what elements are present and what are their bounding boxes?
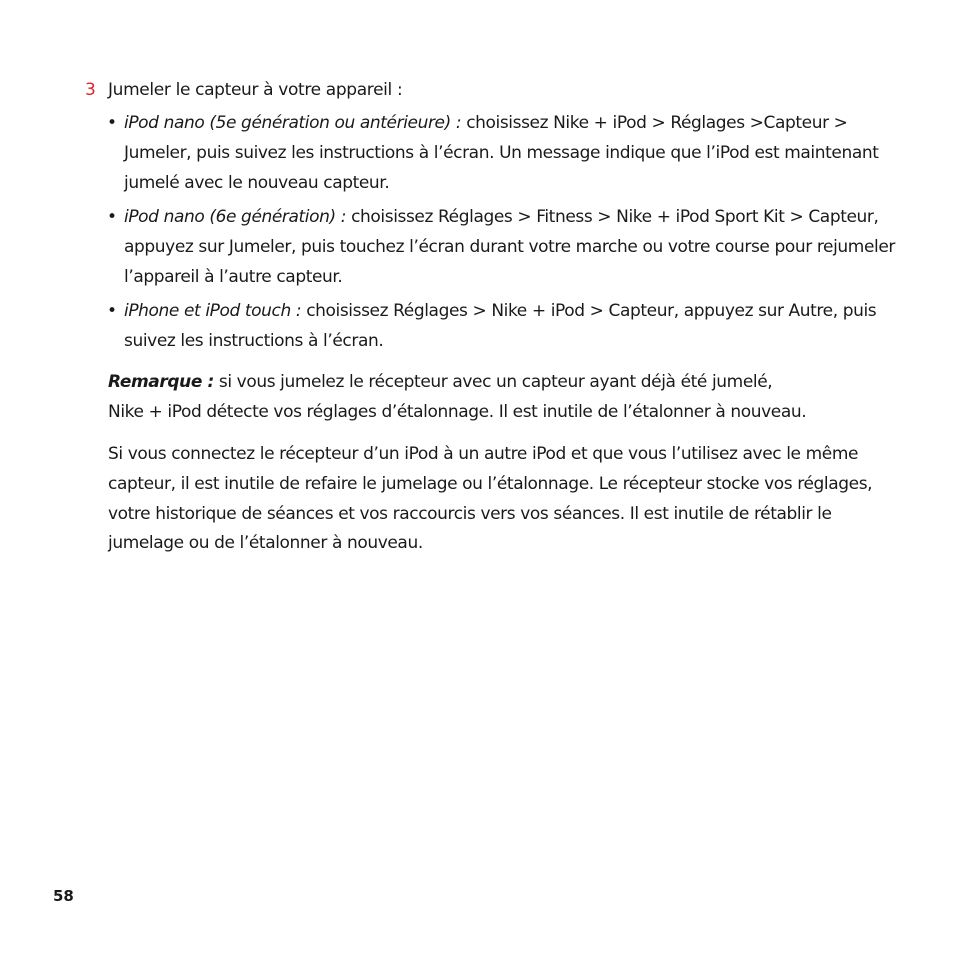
page-number: 58 (53, 887, 74, 905)
list-item (107, 297, 897, 357)
device-label: iPod nano (5e génération ou antérieure) : (124, 113, 462, 133)
note-label: Remarque : (108, 372, 214, 392)
note-text-line1: si vous jumelez le récepteur avec un capteur ayant déjà été jumelé, (218, 372, 773, 392)
instruction-text: choisissez Réglages > Fitness > Nike + iPod Sport Kit > Capteur, appuyez sur Jumeler, puis touchez l’écran durant votre marche ou votre course pour rejumeler l’appareil à l’autre capteur. (124, 206, 895, 287)
step-text: Jumeler le capteur à votre appareil : (108, 80, 403, 100)
bullet-icon: • (107, 300, 117, 321)
step-heading (85, 76, 885, 106)
bullet-icon: • (107, 206, 117, 227)
instruction-text: choisissez Nike + iPod > Réglages >Capteur > Jumeler, puis suivez les instructions à l’écran. Un message indique que l’iPod est maintenant jumelé avec le nouveau capteur. (124, 113, 879, 193)
device-label: iPhone et iPod touch : (124, 300, 302, 321)
bullet-icon: • (107, 113, 117, 133)
instruction-text: choisissez Réglages > Nike + iPod > Capteur, appuyez sur Autre, puis suivez les instructions à l’écran. (124, 300, 877, 351)
instruction-list (107, 109, 897, 361)
body-paragraph: Si vous connectez le récepteur d’un iPod à un autre iPod et que vous l’utilisez avec le même capteur, il est inutile de refaire le jumelage ou l’étalonnage. Le récepteur stocke vos réglages, votre historique de séances et vos raccourcis vers vos séances. Il est inutile de rétablir le jumelage ou de l’étalonner à nouveau. (108, 444, 873, 554)
list-item (107, 109, 897, 198)
step-number: 3 (85, 80, 96, 100)
list-item (107, 203, 897, 292)
note-paragraph (108, 368, 898, 428)
note-text-line2: Nike + iPod détecte vos réglages d’étalonnage. Il est inutile de l’étalonner à nouveau. (108, 401, 807, 422)
device-label: iPod nano (6e génération) : (124, 206, 347, 227)
